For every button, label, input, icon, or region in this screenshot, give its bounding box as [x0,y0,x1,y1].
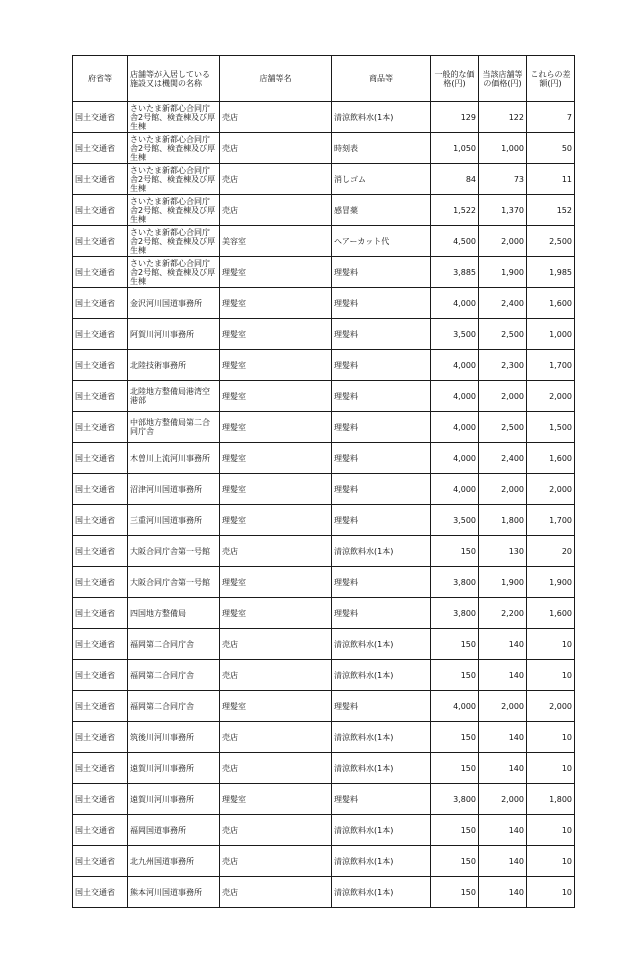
cell-general-price: 150 [431,660,479,691]
cell-product: 理髪料 [332,319,431,350]
cell-facility: 北陸地方整備局港湾空港部 [128,381,220,412]
table-row [73,846,575,877]
cell-general-price: 4,500 [431,226,479,257]
cell-store-price: 2,500 [479,319,527,350]
cell-general-price: 3,800 [431,784,479,815]
cell-store: 理髪室 [220,381,332,412]
cell-facility: さいたま新都心合同庁舎2号館、検査棟及び厚生棟 [128,226,220,257]
cell-product: 清涼飲料水(1本) [332,722,431,753]
cell-store-price: 1,900 [479,257,527,288]
cell-store-price: 140 [479,722,527,753]
cell-product: 清涼飲料水(1本) [332,102,431,133]
cell-difference: 1,000 [527,319,575,350]
cell-difference: 2,000 [527,474,575,505]
cell-general-price: 3,885 [431,257,479,288]
cell-product: 理髪料 [332,784,431,815]
cell-difference: 152 [527,195,575,226]
cell-difference: 10 [527,629,575,660]
cell-facility: 福岡第二合同庁舎 [128,691,220,722]
cell-product: 清涼飲料水(1本) [332,660,431,691]
cell-facility: さいたま新都心合同庁舎2号館、検査棟及び厚生棟 [128,257,220,288]
cell-store-price: 1,900 [479,567,527,598]
cell-product: 理髪料 [332,381,431,412]
cell-store-price: 2,400 [479,443,527,474]
cell-ministry: 国土交通省 [73,102,128,133]
cell-ministry: 国土交通省 [73,257,128,288]
cell-ministry: 国土交通省 [73,877,128,908]
cell-difference: 10 [527,877,575,908]
cell-ministry: 国土交通省 [73,567,128,598]
cell-store: 売店 [220,660,332,691]
cell-difference: 10 [527,753,575,784]
cell-product: 理髪料 [332,567,431,598]
cell-difference: 1,900 [527,567,575,598]
cell-store: 売店 [220,722,332,753]
cell-store: 売店 [220,815,332,846]
cell-product: 消しゴム [332,164,431,195]
cell-facility: 福岡第二合同庁舎 [128,629,220,660]
cell-store-price: 2,400 [479,288,527,319]
cell-product: 清涼飲料水(1本) [332,753,431,784]
cell-difference: 2,000 [527,381,575,412]
cell-general-price: 129 [431,102,479,133]
cell-store: 理髪室 [220,443,332,474]
cell-general-price: 4,000 [431,443,479,474]
table-row [73,784,575,815]
cell-ministry: 国土交通省 [73,164,128,195]
table-row [73,257,575,288]
cell-store: 売店 [220,877,332,908]
cell-product: 理髪料 [332,288,431,319]
cell-ministry: 国土交通省 [73,133,128,164]
cell-difference: 1,600 [527,288,575,319]
cell-product: 理髪料 [332,505,431,536]
cell-difference: 10 [527,722,575,753]
cell-store: 美容室 [220,226,332,257]
cell-general-price: 1,050 [431,133,479,164]
cell-product: 清涼飲料水(1本) [332,846,431,877]
cell-ministry: 国土交通省 [73,536,128,567]
cell-store: 理髪室 [220,288,332,319]
cell-ministry: 国土交通省 [73,722,128,753]
cell-difference: 20 [527,536,575,567]
cell-difference: 1,700 [527,350,575,381]
cell-general-price: 3,800 [431,567,479,598]
cell-difference: 50 [527,133,575,164]
cell-difference: 1,800 [527,784,575,815]
cell-ministry: 国土交通省 [73,319,128,350]
table-row [73,567,575,598]
cell-general-price: 150 [431,753,479,784]
table-row [73,815,575,846]
cell-ministry: 国土交通省 [73,288,128,319]
cell-store: 理髪室 [220,505,332,536]
cell-store-price: 2,500 [479,412,527,443]
cell-ministry: 国土交通省 [73,505,128,536]
cell-store-price: 2,200 [479,598,527,629]
cell-facility: 遠賀川河川事務所 [128,753,220,784]
header-difference: これらの差額(円) [527,56,575,102]
cell-store-price: 2,000 [479,784,527,815]
cell-general-price: 84 [431,164,479,195]
cell-store-price: 140 [479,815,527,846]
cell-general-price: 150 [431,877,479,908]
cell-facility: 筑後川河川事務所 [128,722,220,753]
table-row [73,536,575,567]
cell-ministry: 国土交通省 [73,784,128,815]
table-row [73,691,575,722]
cell-ministry: 国土交通省 [73,598,128,629]
table-row [73,381,575,412]
cell-facility: さいたま新都心合同庁舎2号館、検査棟及び厚生棟 [128,164,220,195]
table-row [73,598,575,629]
table-row [73,350,575,381]
cell-store-price: 140 [479,660,527,691]
header-store-price: 当該店舗等の価格(円) [479,56,527,102]
cell-store-price: 1,800 [479,505,527,536]
cell-product: 理髪料 [332,691,431,722]
cell-facility: 阿賀川河川事務所 [128,319,220,350]
cell-store-price: 1,000 [479,133,527,164]
cell-difference: 2,500 [527,226,575,257]
table-row [73,195,575,226]
cell-product: 理髪料 [332,412,431,443]
cell-general-price: 4,000 [431,381,479,412]
cell-product: 理髪料 [332,257,431,288]
table-row [73,102,575,133]
table-header-row [73,56,575,102]
cell-general-price: 3,800 [431,598,479,629]
table-row [73,443,575,474]
cell-ministry: 国土交通省 [73,226,128,257]
cell-store: 理髪室 [220,319,332,350]
cell-product: 理髪料 [332,598,431,629]
cell-facility: さいたま新都心合同庁舎2号館、検査棟及び厚生棟 [128,102,220,133]
cell-store: 理髪室 [220,257,332,288]
header-product: 商品等 [332,56,431,102]
cell-ministry: 国土交通省 [73,691,128,722]
cell-general-price: 150 [431,815,479,846]
cell-store-price: 73 [479,164,527,195]
cell-ministry: 国土交通省 [73,629,128,660]
cell-product: 理髪料 [332,474,431,505]
cell-general-price: 3,500 [431,319,479,350]
cell-general-price: 4,000 [431,691,479,722]
cell-ministry: 国土交通省 [73,195,128,226]
table-row [73,412,575,443]
cell-ministry: 国土交通省 [73,846,128,877]
cell-ministry: 国土交通省 [73,660,128,691]
cell-store-price: 122 [479,102,527,133]
table-row [73,319,575,350]
cell-facility: 北陸技術事務所 [128,350,220,381]
cell-facility: 熊本河川国道事務所 [128,877,220,908]
header-facility: 店舗等が入居している施設又は機関の名称 [128,56,220,102]
cell-store: 理髪室 [220,567,332,598]
cell-store-price: 1,370 [479,195,527,226]
table-row [73,164,575,195]
cell-ministry: 国土交通省 [73,753,128,784]
cell-general-price: 150 [431,846,479,877]
table-row [73,474,575,505]
table-row [73,877,575,908]
table-row [73,288,575,319]
cell-facility: 福岡第二合同庁舎 [128,660,220,691]
cell-general-price: 4,000 [431,474,479,505]
cell-store: 売店 [220,846,332,877]
price-comparison-table [72,55,575,908]
cell-store: 売店 [220,195,332,226]
table-row [73,133,575,164]
cell-store: 売店 [220,629,332,660]
cell-store-price: 2,300 [479,350,527,381]
cell-facility: さいたま新都心合同庁舎2号館、検査棟及び厚生棟 [128,133,220,164]
table-row [73,753,575,784]
cell-facility: さいたま新都心合同庁舎2号館、検査棟及び厚生棟 [128,195,220,226]
cell-ministry: 国土交通省 [73,412,128,443]
cell-store: 売店 [220,102,332,133]
cell-difference: 1,985 [527,257,575,288]
cell-facility: 木曽川上流河川事務所 [128,443,220,474]
cell-difference: 7 [527,102,575,133]
cell-product: 時刻表 [332,133,431,164]
cell-difference: 10 [527,660,575,691]
cell-store: 理髪室 [220,691,332,722]
table-row [73,505,575,536]
cell-ministry: 国土交通省 [73,474,128,505]
cell-ministry: 国土交通省 [73,443,128,474]
cell-store: 理髪室 [220,474,332,505]
cell-store-price: 2,000 [479,691,527,722]
cell-store-price: 2,000 [479,226,527,257]
cell-store: 売店 [220,536,332,567]
cell-ministry: 国土交通省 [73,350,128,381]
cell-facility: 三重河川国道事務所 [128,505,220,536]
cell-store: 理髪室 [220,350,332,381]
cell-store: 理髪室 [220,784,332,815]
cell-facility: 金沢河川国道事務所 [128,288,220,319]
cell-difference: 1,500 [527,412,575,443]
cell-store-price: 2,000 [479,381,527,412]
cell-product: 理髪料 [332,350,431,381]
cell-facility: 沼津河川国道事務所 [128,474,220,505]
cell-store-price: 140 [479,877,527,908]
cell-product: 清涼飲料水(1本) [332,877,431,908]
cell-product: 感冒薬 [332,195,431,226]
cell-general-price: 150 [431,722,479,753]
cell-general-price: 150 [431,536,479,567]
cell-difference: 2,000 [527,691,575,722]
table-row [73,722,575,753]
cell-difference: 10 [527,815,575,846]
cell-store: 売店 [220,133,332,164]
cell-difference: 10 [527,846,575,877]
cell-general-price: 150 [431,629,479,660]
cell-general-price: 1,522 [431,195,479,226]
cell-facility: 大阪合同庁舎第一号館 [128,536,220,567]
table-row [73,226,575,257]
cell-facility: 四国地方整備局 [128,598,220,629]
cell-facility: 福岡国道事務所 [128,815,220,846]
cell-difference: 1,600 [527,598,575,629]
cell-ministry: 国土交通省 [73,815,128,846]
header-store: 店舗等名 [220,56,332,102]
cell-store-price: 2,000 [479,474,527,505]
cell-product: ヘアーカット代 [332,226,431,257]
cell-general-price: 4,000 [431,412,479,443]
header-general-price: 一般的な価格(円) [431,56,479,102]
cell-store-price: 140 [479,753,527,784]
cell-general-price: 4,000 [431,350,479,381]
cell-difference: 11 [527,164,575,195]
header-ministry: 府省等 [73,56,128,102]
cell-ministry: 国土交通省 [73,381,128,412]
cell-store-price: 130 [479,536,527,567]
cell-facility: 北九州国道事務所 [128,846,220,877]
cell-product: 清涼飲料水(1本) [332,536,431,567]
cell-facility: 大阪合同庁舎第一号館 [128,567,220,598]
cell-general-price: 3,500 [431,505,479,536]
cell-store: 理髪室 [220,412,332,443]
cell-store: 売店 [220,164,332,195]
cell-difference: 1,600 [527,443,575,474]
cell-store: 理髪室 [220,598,332,629]
cell-product: 清涼飲料水(1本) [332,815,431,846]
table-row [73,660,575,691]
cell-store-price: 140 [479,629,527,660]
cell-store-price: 140 [479,846,527,877]
cell-product: 理髪料 [332,443,431,474]
cell-product: 清涼飲料水(1本) [332,629,431,660]
cell-facility: 中部地方整備局第二合同庁舎 [128,412,220,443]
cell-difference: 1,700 [527,505,575,536]
cell-facility: 遠賀川河川事務所 [128,784,220,815]
cell-general-price: 4,000 [431,288,479,319]
table-body [73,102,575,908]
table-row [73,629,575,660]
cell-store: 売店 [220,753,332,784]
